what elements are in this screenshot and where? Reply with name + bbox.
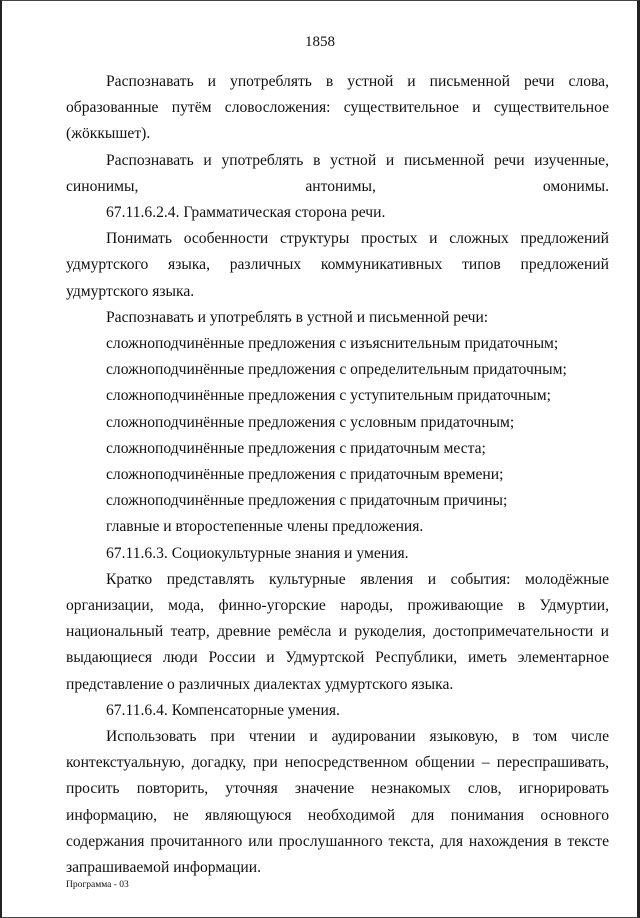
list-item: сложноподчинённые предложения с придаточным места;	[106, 439, 486, 457]
list-item: сложноподчинённые предложения с придаточным времени;	[106, 466, 504, 484]
paragraph-compensatory-skills: Использовать при чтении и аудировании языковую, в том числе контекстуальную, догадку, при непосредственном общении – переспрашивать, просить повторить, уточняя значение незнакомых слов, игнорировать информацию, не являющуюся необходимой для понимания основного содержания прочитанного или прослушанного текста, для нахождения в тексте запрашиваемой информации.	[66, 728, 609, 877]
paragraph-cultural-phenomena: Кратко представлять культурные явления и события: молодёжные организации, мода, финно-угорские народы, проживающие в Удмуртии, национальный театр, древние ремёсла и рукоделия, достопримечательности и выдающиеся люди России и Удмуртской Республики, иметь элементарное представление о различных диалектах удмуртского языка.	[66, 570, 609, 693]
list-item: сложноподчинённые предложения с определительным придаточным;	[106, 361, 567, 379]
list-item: сложноподчинённые предложения с изъяснительным придаточным;	[106, 335, 559, 353]
section-heading-sociocultural: 67.11.6.3. Социокультурные знания и умения.	[106, 544, 409, 562]
list-item: главные и второстепенные члены предложения.	[106, 518, 424, 536]
paragraph-sentence-structure: Понимать особенности структуры простых и сложных предложений удмуртского языка, различных коммуникативных типов предложений удмуртского языка.	[66, 230, 609, 300]
section-heading-grammar: 67.11.6.2.4. Грамматическая сторона речи.	[106, 204, 386, 222]
document-body	[66, 69, 609, 881]
list-item: сложноподчинённые предложения с условным придаточным;	[106, 413, 515, 431]
section-heading-compensatory: 67.11.6.4. Компенсаторные умения.	[106, 701, 340, 719]
footer-label: Программа - 03	[66, 880, 129, 890]
list-item: сложноподчинённые предложения с придаточным причины;	[106, 492, 508, 510]
list-item: сложноподчинённые предложения с уступительным придаточным;	[106, 387, 551, 405]
paragraph-recognize-intro: Распознавать и употреблять в устной и письменной речи:	[106, 308, 489, 326]
paragraph-compound-words: Распознавать и употреблять в устной и письменной речи слова, образованные путём словосложения: существительное и существительное (жöккышет).	[66, 73, 609, 143]
page-number: 1858	[305, 34, 335, 50]
paragraph-synonyms: Распознавать и употреблять в устной и письменной речи изученные, синонимы, антонимы, омонимы.	[66, 151, 609, 195]
